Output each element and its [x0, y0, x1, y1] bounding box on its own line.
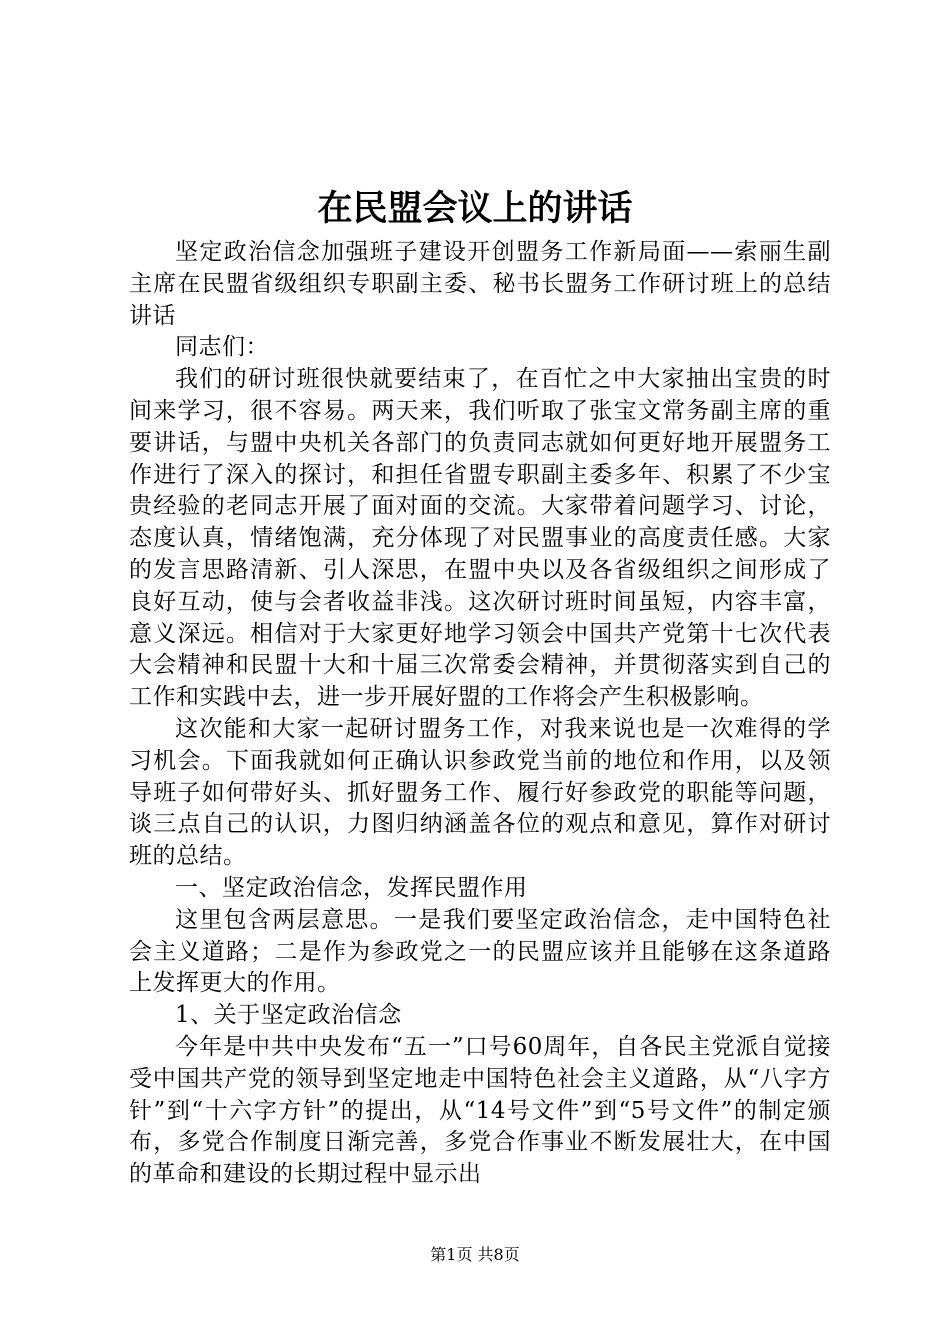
salutation-paragraph: 同志们：: [175, 334, 269, 361]
subtitle-paragraph: 坚定政治信念加强班子建设开创盟务工作新局面——索丽生副主席在民盟省级组织专职副主委、秘书长盟务工作研讨班上的总结讲话: [129, 239, 831, 329]
subsection-heading: 1、关于坚定政治信念: [175, 1002, 402, 1029]
body-paragraph: 我们的研讨班很快就要结束了，在百忙之中大家抽出宝贵的时间来学习，很不容易。两天来，我们听取了张宝文常务副主席的重要讲话，与盟中央机关各部门的负责同志就如何更好地开展盟务工作进行了深入的探讨，和担任省盟专职副主委多年、积累了不少宝贵经验的老同志开展了面对面的交流。大家带着问题学习、讨论，态度认真，情绪饱满，充分体现了对民盟事业的高度责任感。大家的发言思路清新、引人深思，在盟中央以及各省级组织之间形成了良好互动，使与会者收益非浅。这次研讨班时间虽短，内容丰富，意义深远。相信对于大家更好地学习领会中国共产党第十七次代表大会精神和民盟十大和十届三次常委会精神，并贯彻落实到自己的工作和实践中去，进一步开展好盟的工作将会产生积极影响。: [129, 366, 831, 711]
document-title: 在民盟会议上的讲话: [317, 188, 633, 229]
document-body: [129, 237, 831, 1191]
page-number-footer: 第1页 共8页: [430, 1245, 520, 1264]
body-paragraph: 今年是中共中央发布“五一”口号60周年，自各民主党派自觉接受中国共产党的领导到坚定地走中国特色社会主义道路，从“八字方针”到“十六字方针”的提出，从“14号文件”到“5号文件”的制定颁布，多党合作制度日渐完善，多党合作事业不断发展壮大，在中国的革命和建设的长期过程中显示出: [129, 1033, 831, 1188]
body-paragraph: 这次能和大家一起研讨盟务工作，对我来说也是一次难得的学习机会。下面我就如何正确认识参政党当前的地位和作用，以及领导班子如何带好头、抓好盟务工作、履行好参政党的职能等问题，谈三点自己的认识，力图归纳涵盖各位的观点和意见，算作对研讨班的总结。: [129, 715, 831, 870]
section-heading: 一、坚定政治信念，发挥民盟作用: [175, 874, 528, 901]
body-paragraph: 这里包含两层意思。一是我们要坚定政治信念，走中国特色社会主义道路；二是作为参政党之一的民盟应该并且能够在这条道路上发挥更大的作用。: [129, 906, 831, 997]
